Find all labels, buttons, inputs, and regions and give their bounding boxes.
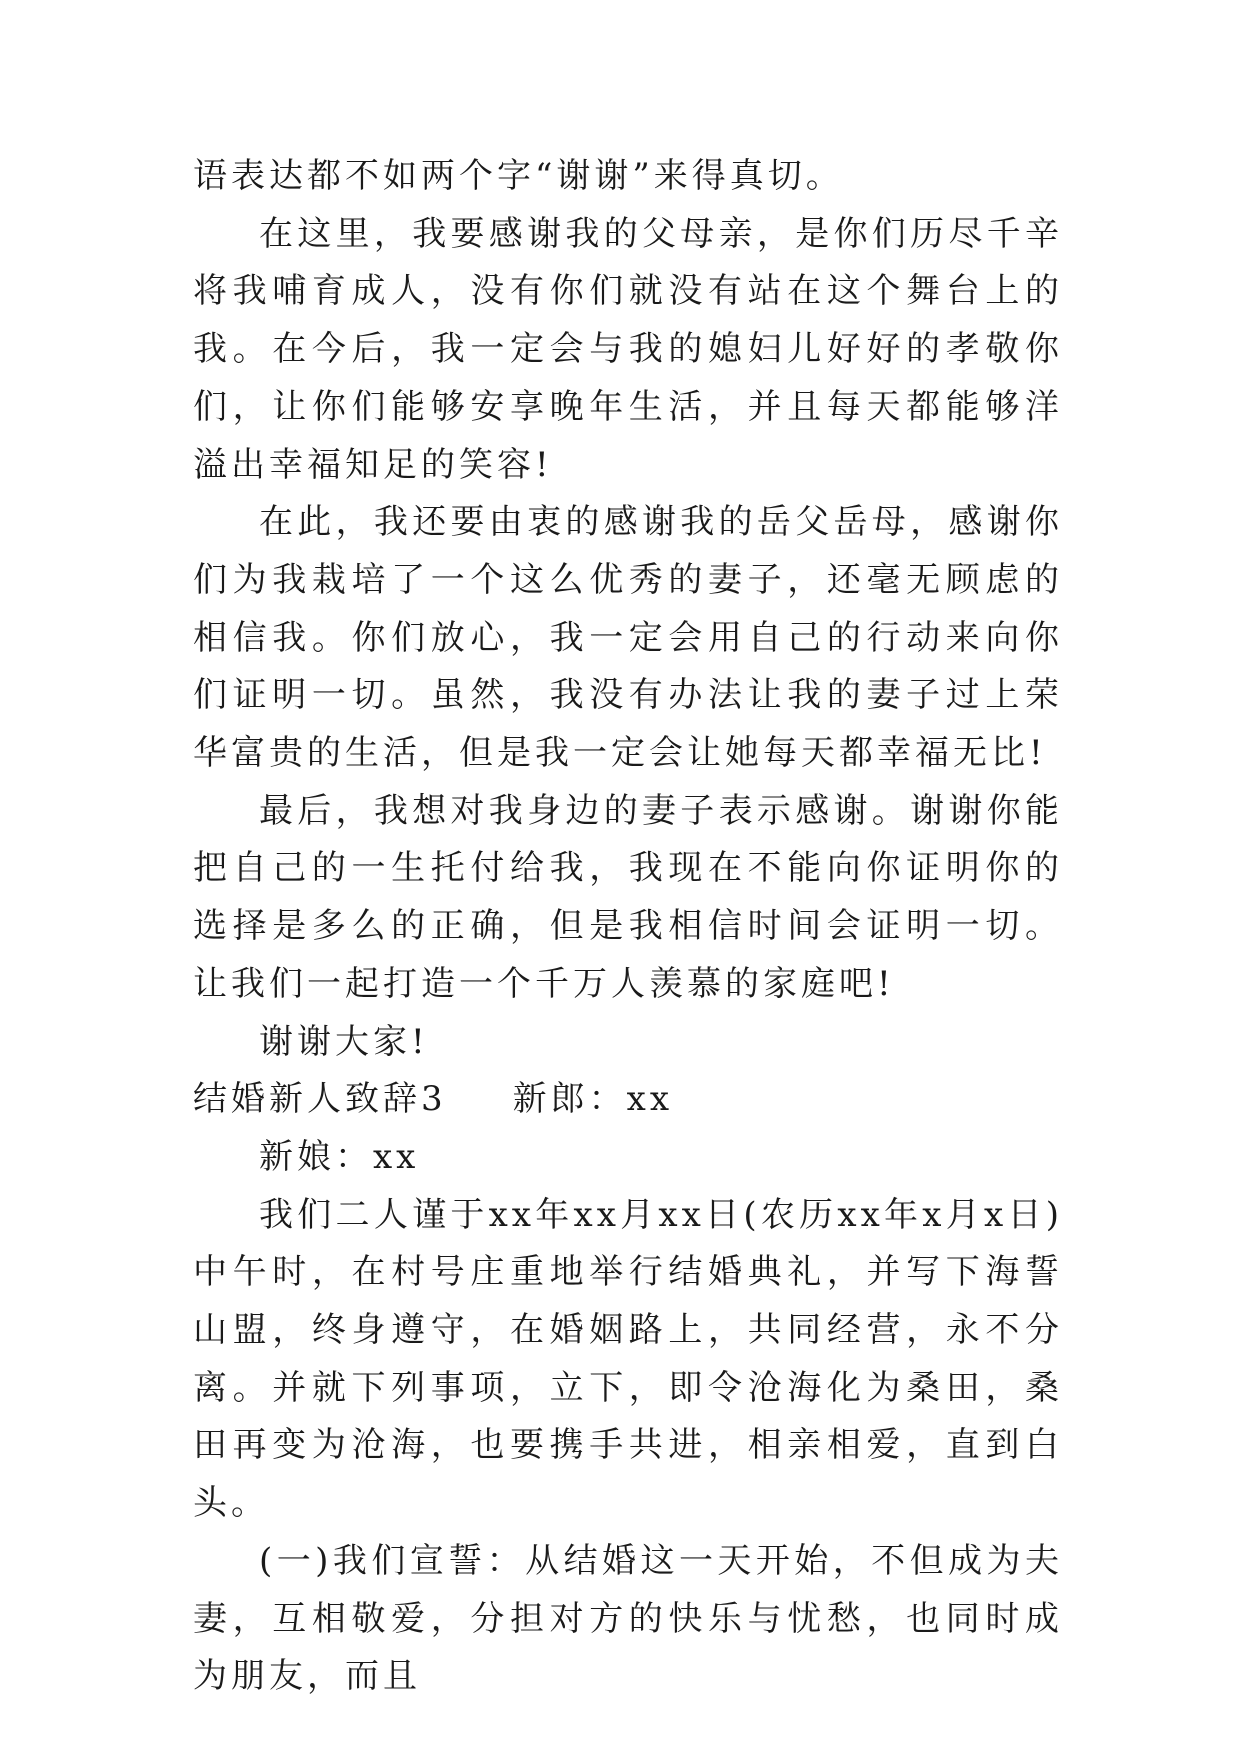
section-heading-line xyxy=(193,1071,1063,1129)
paragraph-thanks-in-laws: 在此，我还要由衷的感谢我的岳父岳母，感谢你们为我栽培了一个这么优秀的妻子，还毫无顾虑的相信我。你们放心，我一定会用自己的行动来向你们证明一切。虽然，我没有办法让我的妻子过上荣华富贵的生活，但是我一定会让她每天都幸福无比! xyxy=(193,502,1063,774)
groom-line: 新郎：xx xyxy=(512,1079,673,1120)
paragraph-continuation: 语表达都不如两个字“谢谢”来得真切。 xyxy=(193,156,844,196)
section-heading: 结婚新人致辞3 xyxy=(193,1079,447,1120)
document-body xyxy=(193,148,1063,1706)
paragraph-thanks-parents: 在这里，我要感谢我的父母亲，是你们历尽千辛将我哺育成人，没有你们就没有站在这个舞台上的我。在今后，我一定会与我的媳妇儿好好的孝敬你们，让你们能够安享晚年生活，并且每天都能够洋溢出幸福知足的笑容! xyxy=(193,213,1063,485)
paragraph-closing: 谢谢大家! xyxy=(259,1021,429,1062)
bride-line: 新娘：xx xyxy=(259,1136,420,1177)
paragraph-vow-item-one: (一)我们宣誓：从结婚这一天开始，不但成为夫妻，互相敬爱，分担对方的快乐与忧愁，也同时成为朋友，而且 xyxy=(193,1540,1063,1697)
paragraph-thanks-wife: 最后，我想对我身边的妻子表示感谢。谢谢你能把自己的一生托付给我，我现在不能向你证明你的选择是多么的正确，但是我相信时间会证明一切。让我们一起打造一个千万人羡慕的家庭吧! xyxy=(193,790,1063,1004)
paragraph-wedding-vow: 我们二人谨于xx年xx月xx日(农历xx年x月x日)中午时，在村号庄重地举行结婚典礼，并写下海誓山盟，终身遵守，在婚姻路上，共同经营，永不分离。并就下列事项，立下，即令沧海化为桑田，桑田再变为沧海，也要携手共进，相亲相爱，直到白头。 xyxy=(193,1194,1063,1524)
